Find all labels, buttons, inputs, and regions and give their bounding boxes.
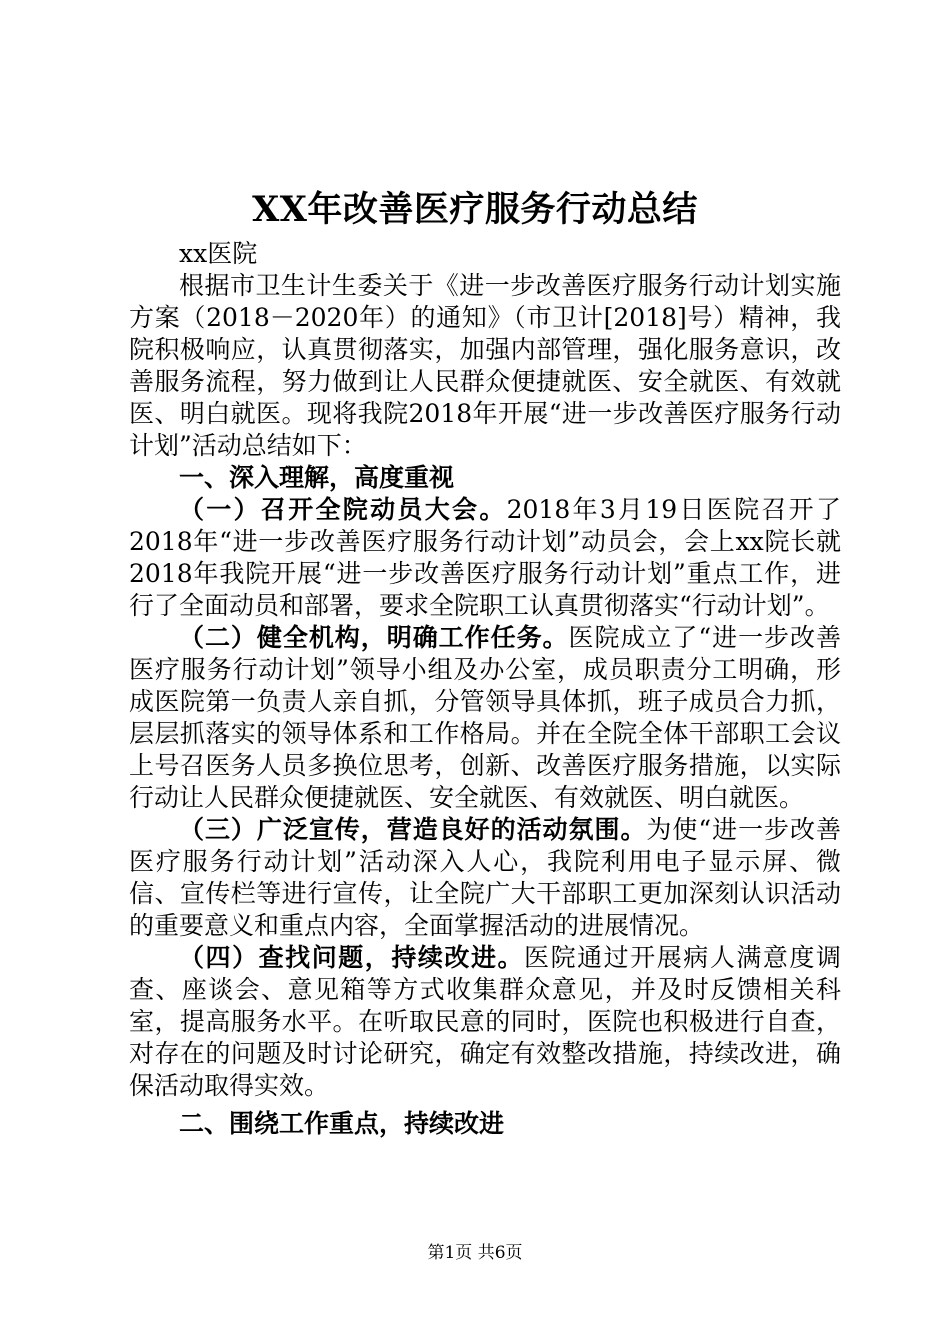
document-title: XX年改善医疗服务行动总结	[252, 189, 698, 230]
item-paragraph-4	[129, 942, 841, 1102]
page-footer: 第1页 共6页	[427, 1243, 523, 1263]
item-text-4: 医院通过开展病人满意度调查、座谈会、意见箱等方式收集群众意见，并及时反馈相关科室，提高服务水平。在听取民意的同时，医院也积极进行自查，对存在的问题及时讨论研究，确定有效整改措施，持续改进，确保活动取得实效。	[129, 943, 841, 1100]
item-paragraph-3	[129, 814, 841, 942]
item-lead-4: （四）查找问题，持续改进。	[179, 943, 525, 972]
item-lead-1: （一）召开全院动员大会。	[179, 495, 507, 524]
item-text-3: 为使“进一步改善医疗服务行动计划”活动深入人心，我院利用电子显示屏、微信、宣传栏等进行宣传，让全院广大干部职工更加深刻认识活动的重要意义和重点内容，全面掌握活动的进展情况。	[129, 815, 841, 940]
item-text-2: 医院成立了“进一步改善医疗服务行动计划”领导小组及办公室，成员职责分工明确，形成医院第一负责人亲自抓，分管领导具体抓，班子成员合力抓，层层抓落实的领导体系和工作格局。并在全院全体干部职工会议上号召医务人员多换位思考，创新、改善医疗服务措施，以实际行动让人民群众便捷就医、安全就医、有效就医、明白就医。	[129, 623, 841, 812]
item-paragraph-1	[129, 494, 841, 622]
section-heading-1: 一、深入理解，高度重视	[179, 463, 455, 492]
item-lead-3: （三）广泛宣传，营造良好的活动氛围。	[179, 815, 647, 844]
item-lead-2: （二）健全机构，明确工作任务。	[179, 623, 569, 652]
section-heading-2: 二、围绕工作重点，持续改进	[179, 1109, 505, 1138]
document-body	[129, 238, 841, 1140]
org-name: xx医院	[179, 239, 258, 268]
intro-paragraph: 根据市卫生计生委关于《进一步改善医疗服务行动计划实施方案（2018－2020年）的通知》（市卫计[2018]号）精神，我院积极响应，认真贯彻落实，加强内部管理，强化服务意识，改善服务流程，努力做到让人民群众便捷就医、安全就医、有效就医、明白就医。现将我院2018年开展“进一步改善医疗服务行动计划”活动总结如下：	[129, 271, 841, 460]
item-paragraph-2	[129, 622, 841, 814]
item-text-1: 2018年3月19日医院召开了2018年“进一步改善医疗服务行动计划”动员会，会上xx院长就2018年我院开展“进一步改善医疗服务行动计划”重点工作，进行了全面动员和部署，要求全院职工认真贯彻落实“行动计划”。	[129, 495, 841, 620]
